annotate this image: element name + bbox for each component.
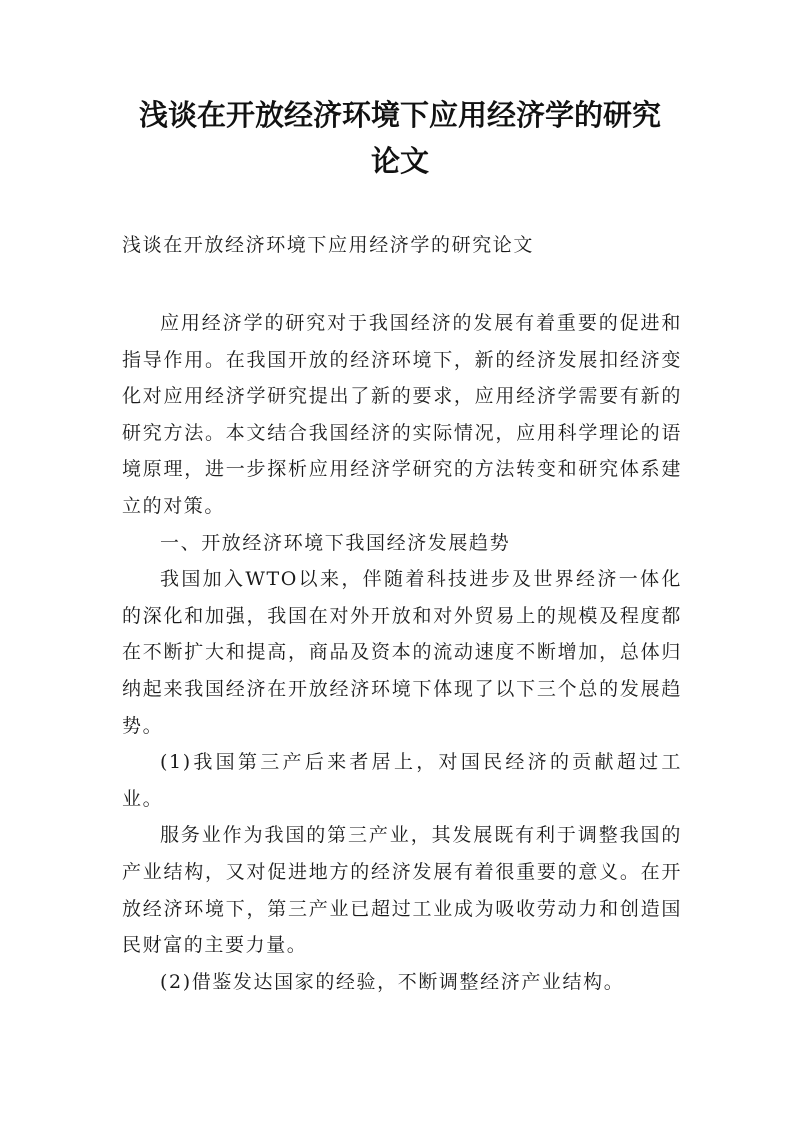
list-point-1: (1)我国第三产后来者居上，对国民经济的贡献超过工业。 <box>122 751 682 810</box>
document-title-line-1: 浅谈在开放经济环境下应用经济学的研究 <box>138 98 661 132</box>
abstract-paragraph: 应用经济学的研究对于我国经济的发展有着重要的促进和指导作用。在我国开放的经济环境下，新的经济发展扣经济变化对应用经济学研究提出了新的要求，应用经济学需要有新的研究方法。本文结合我国经济的实际情况，应用科学理论的语境原理，进一步探析应用经济学研究的方法转变和研究体系建立的对策。 <box>122 312 682 517</box>
document-title <box>100 92 700 184</box>
document-title-line-2: 论文 <box>370 144 429 178</box>
section-heading: 一、开放经济环境下我国经济发展趋势 <box>160 531 511 554</box>
body-paragraph: 服务业作为我国的第三产业，其发展既有利于调整我国的产业结构，又对促进地方的经济发展有着很重要的意义。在开放经济环境下，第三产业已超过工业成为吸收劳动力和创造国民财富的主要力量。 <box>122 824 682 957</box>
document-body <box>122 305 682 1000</box>
list-point-2: (2)借鉴发达国家的经验，不断调整经济产业结构。 <box>160 970 625 993</box>
document-subtitle: 浅谈在开放经济环境下应用经济学的研究论文 <box>122 234 535 256</box>
body-paragraph: 我国加入WTO以来，伴随着科技进步及世界经济一体化的深化和加强，我国在对外开放和对外贸易上的规模及程度都在不断扩大和提高，商品及资本的流动速度不断增加，总体归纳起来我国经济在开放经济环境下体现了以下三个总的发展趋势。 <box>122 568 682 737</box>
